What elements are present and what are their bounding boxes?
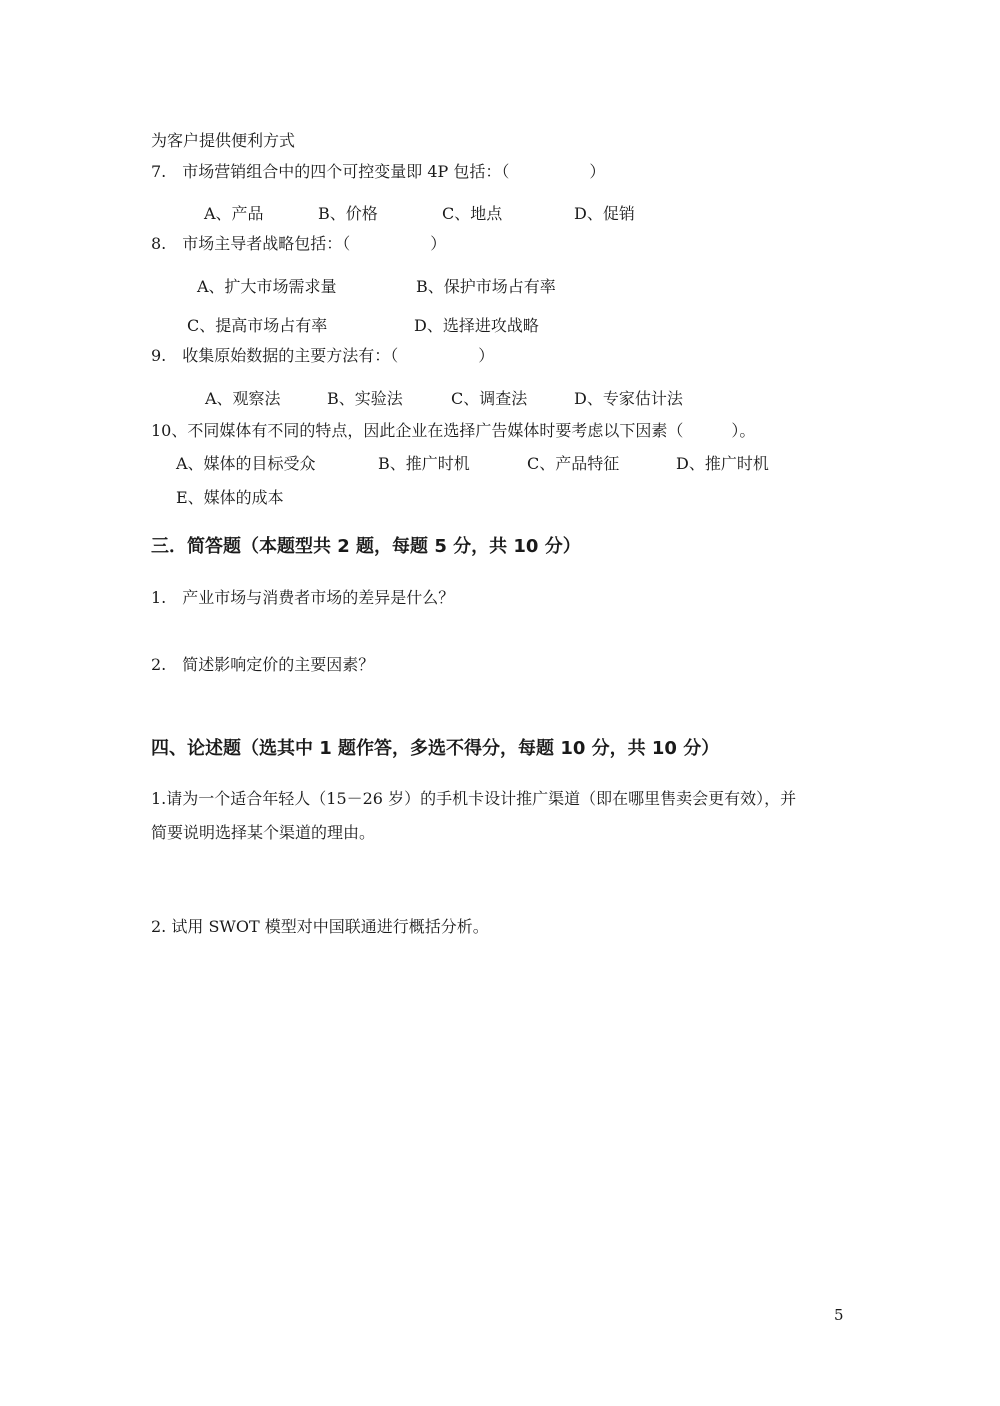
question-10-stem: 10、不同媒体有不同的特点，因此企业在选择广告媒体时要考虑以下因素（ ）。 xyxy=(151,421,756,440)
section-4-item-2: 2. 试用 SWOT 模型对中国联通进行概括分析。 xyxy=(151,917,489,936)
question-8-stem: 8. 市场主导者战略包括：（ ） xyxy=(151,234,447,253)
question-10-option-e: E、媒体的成本 xyxy=(176,488,284,507)
question-8-option-c: C、提高市场占有率 xyxy=(187,316,328,335)
page-number: 5 xyxy=(834,1306,844,1324)
question-7-option-a: A、产品 xyxy=(204,204,264,223)
question-9-stem: 9. 收集原始数据的主要方法有：（ ） xyxy=(151,346,495,365)
question-9-option-d: D、专家估计法 xyxy=(574,389,683,408)
question-9-option-a: A、观察法 xyxy=(205,389,281,408)
question-9-option-b: B、实验法 xyxy=(327,389,403,408)
question-10-option-d: D、推广时机 xyxy=(676,454,769,473)
question-7-option-d: D、促销 xyxy=(574,204,635,223)
section-4-item-1-line-1: 1.请为一个适合年轻人（15－26 岁）的手机卡设计推广渠道（即在哪里售卖会更有效），并 xyxy=(151,789,797,808)
section-3-heading: 三．简答题（本题型共 2 题，每题 5 分，共 10 分） xyxy=(151,536,581,557)
section-4-heading: 四、论述题（选其中 1 题作答，多选不得分，每题 10 分，共 10 分） xyxy=(151,738,720,759)
question-7-option-b: B、价格 xyxy=(318,204,378,223)
question-7-option-c: C、地点 xyxy=(442,204,503,223)
question-8-option-a: A、扩大市场需求量 xyxy=(197,277,337,296)
continuation-text: 为客户提供便利方式 xyxy=(151,131,296,150)
question-9-option-c: C、调查法 xyxy=(451,389,528,408)
question-8-option-d: D、选择进攻战略 xyxy=(414,316,539,335)
section-3-item-1: 1. 产业市场与消费者市场的差异是什么？ xyxy=(151,588,455,607)
question-7-stem: 7. 市场营销组合中的四个可控变量即 4P 包括：（ ） xyxy=(151,162,606,181)
question-10-option-b: B、推广时机 xyxy=(378,454,470,473)
question-8-option-b: B、保护市场占有率 xyxy=(416,277,556,296)
section-4-item-1-line-2: 简要说明选择某个渠道的理由。 xyxy=(151,823,376,842)
question-10-option-a: A、媒体的目标受众 xyxy=(176,454,316,473)
section-3-item-2: 2. 简述影响定价的主要因素？ xyxy=(151,655,375,674)
question-10-option-c: C、产品特征 xyxy=(527,454,620,473)
